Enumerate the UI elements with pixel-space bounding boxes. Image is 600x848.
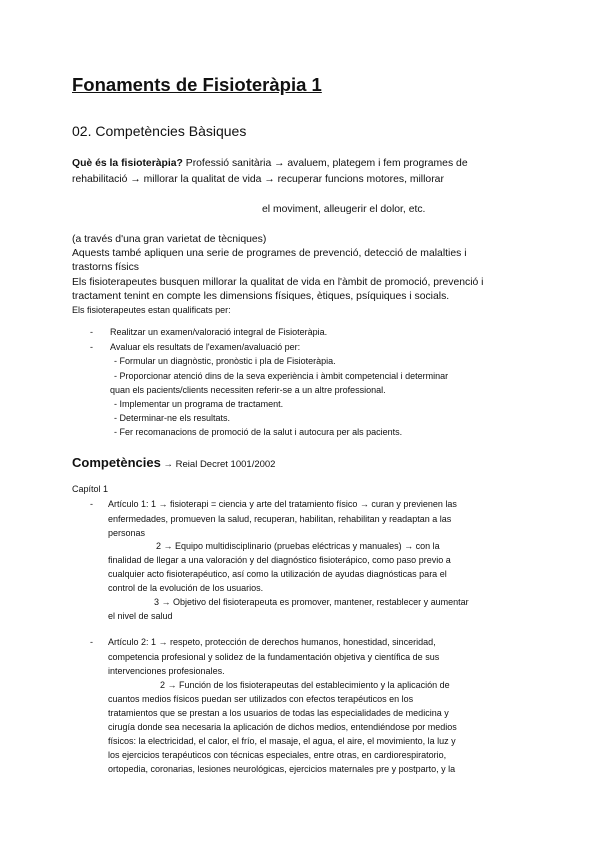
list1-subitem-2b: quan els pacients/clients necessiten referir-se a un altre professional. <box>110 385 386 395</box>
list1-subitem-5: - Fer recomanacions de promoció de la salut i autocura per als pacients. <box>114 427 403 437</box>
competencies-heading: Competències <box>72 455 161 470</box>
section-heading: 02. Competències Bàsiques <box>72 123 247 139</box>
competencies-decree: → Reial Decret 1001/2002 <box>160 459 276 470</box>
list1-bullet-1: - <box>90 327 93 337</box>
chapter-label: Capítol 1 <box>72 484 109 494</box>
intro-question: Què és la fisioteràpia? <box>72 158 183 169</box>
art2-line-10: ortopedia, coronarias, lesiones neurológicas, ejercicios maternales pre y postparto, y la <box>108 764 456 774</box>
art1-line-8: 3 → Objetivo del fisioterapeuta es promover, mantener, restablecer y aumentar <box>154 597 469 607</box>
art1-line-2: enfermedades, promueven la salud, recuperan, habilitan, rehabilitan y readaptan a las <box>108 514 452 524</box>
list1-subitem-3: - Implementar un programa de tractament. <box>114 399 284 409</box>
art2-line-9: los ejercicios terapéuticos con técnicas especiales, entre otras, en cardiorespiratorio, <box>108 750 447 760</box>
art2-line-7: cirugía donde sea necesaria la aplicación de dichos medios, entendiéndose por medios <box>108 722 457 732</box>
art2-line-4: 2 → Función de los fisioterapeutas del establecimiento y la aplicación de <box>160 680 450 690</box>
para-line-2: Aquests també apliquen una serie de programes de prevenció, detecció de malalties i <box>72 248 467 259</box>
competencies-heading-line <box>72 455 275 472</box>
art1-bullet: - <box>90 499 93 509</box>
list1-item-2: Avaluar els resultats de l'examen/avaluació per: <box>110 342 301 352</box>
list1-subitem-2a: - Proporcionar atenció dins de la seva experiència i àmbit competencial i determinar <box>114 371 449 381</box>
art2-bullet: - <box>90 637 93 647</box>
intro-line-1 <box>72 157 468 171</box>
para-line-6: Els fisioterapeutes estan qualificats per: <box>72 305 231 315</box>
art1-line-3: personas <box>108 528 146 538</box>
para-line-3: trastorns físics <box>72 262 139 273</box>
list1-subitem-4: - Determinar-ne els resultats. <box>114 413 231 423</box>
art2-line-1: Artículo 2: 1 → respeto, protección de derechos humanos, honestidad, sinceridad, <box>108 637 436 647</box>
art2-line-6: tratamientos que se prestan a los usuarios de todas las especialidades de medicina y <box>108 708 449 718</box>
art2-line-8: físicos: la electricidad, el calor, el frío, el masaje, el agua, el aire, el movimiento, la luz y <box>108 736 456 746</box>
art1-line-1: Artículo 1: 1 → fisioterapi = ciencia y arte del tratamiento físico → curan y previenen las <box>108 499 457 509</box>
list1-bullet-2: - <box>90 342 93 352</box>
art1-line-6: cualquier acto fisioterapéutico, así como la utilización de ayudas diagnósticas para el <box>108 569 447 579</box>
intro-text: Professió sanitària → avaluem, plategem i fem programes de <box>182 158 468 169</box>
para-line-4: Els fisioterapeutes busquen millorar la qualitat de vida en l'àmbit de promoció, prevenció i <box>72 277 484 288</box>
art1-line-7: control de la evolución de los usuarios. <box>108 583 264 593</box>
art1-line-4: 2 → Equipo multidisciplinario (pruebas eléctricas y manuales) → con la <box>156 541 440 551</box>
art2-line-3: intervenciones profesionales. <box>108 666 225 676</box>
intro-line-3: el moviment, alleugerir el dolor, etc. <box>262 204 426 215</box>
list1-subitem-1: - Formular un diagnòstic, pronòstic i pla de Fisioteràpia. <box>114 356 336 366</box>
art2-line-2: competencia profesional y solidez de la fundamentación objetiva y científica de sus <box>108 652 440 662</box>
art1-line-5: finalidad de llegar a una valoración y del diagnóstico fisioterápico, como paso previo a <box>108 555 451 565</box>
para-line-5: tractament tenint en compte les dimensions físiques, ètiques, psíquiques i socials. <box>72 291 450 302</box>
list1-item-1: Realitzar un examen/valoració integral de Fisioteràpia. <box>110 327 328 337</box>
art1-line-9: el nivel de salud <box>108 611 173 621</box>
art2-line-5: cuantos medios físicos puedan ser utilizados con efectos terapéuticos en los <box>108 694 414 704</box>
para-line-1: (a través d'una gran varietat de tècniques) <box>72 234 267 245</box>
document-title: Fonaments de Fisioteràpia 1 <box>72 74 322 95</box>
intro-line-2: rehabilitació → millorar la qualitat de vida → recuperar funcions motores, millorar <box>72 174 444 185</box>
